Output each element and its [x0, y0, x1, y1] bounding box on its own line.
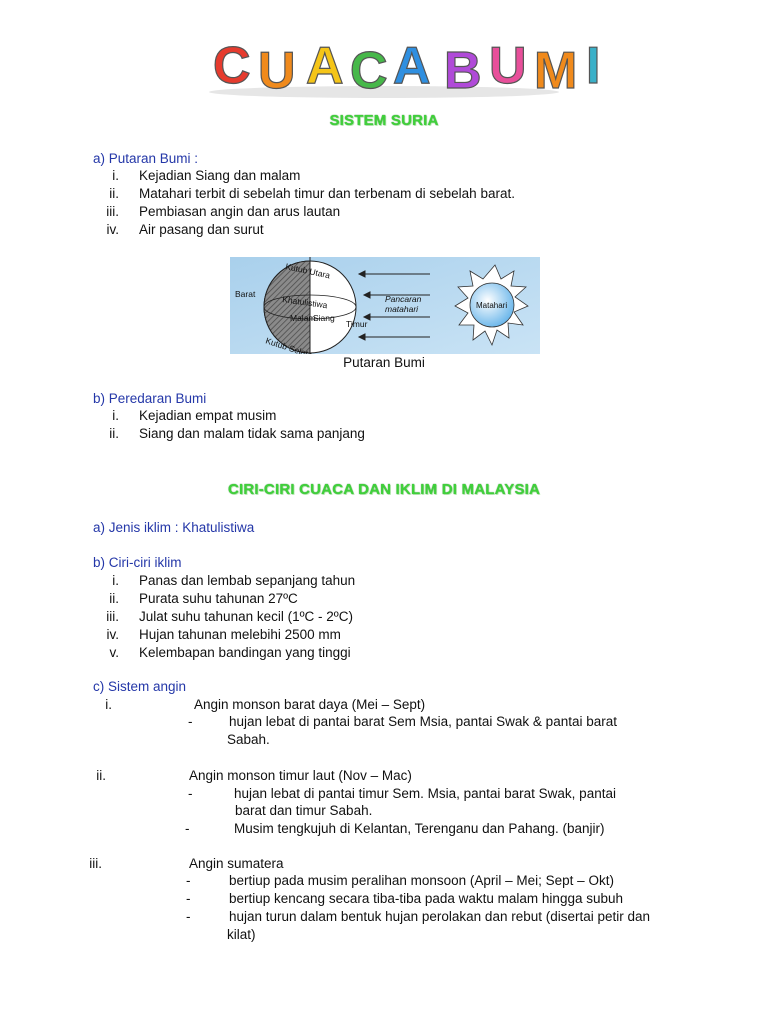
earth-rotation-diagram — [230, 257, 540, 354]
putaran-bumi-label: a) Putaran Bumi : — [93, 151, 199, 166]
label-timur: Timur — [346, 319, 368, 329]
section-heading-ciri-cuaca: CIRI-CIRI CUACA DAN IKLIM DI MALAYSIA — [227, 481, 541, 498]
label-pancaran: Pancaran — [385, 294, 422, 304]
title-letter: I — [586, 40, 601, 95]
title-letter: A — [306, 40, 344, 95]
list-item-number: v. — [109, 645, 119, 660]
list-item-text: Kejadian empat musim — [139, 408, 277, 423]
label-khatulistiwa: Khatulistiwa — [281, 294, 329, 311]
title-letter: U — [258, 42, 296, 100]
wind-point-text: bertiup pada musim peralihan monsoon (April – Mei; Sept – Okt) — [229, 873, 614, 888]
title-letter: C — [350, 42, 388, 100]
list-item-text: Siang dan malam tidak sama panjang — [139, 426, 365, 441]
title-letter: U — [489, 40, 527, 95]
list-item-text: Purata suhu tahunan 27ºC — [139, 591, 298, 606]
section-heading-sistem-suria: SISTEM SURIA — [329, 112, 439, 129]
list-item-number: i. — [112, 408, 119, 423]
title-letter: A — [393, 40, 431, 95]
wind-point-dash: - — [185, 821, 190, 836]
label-siang: Siang — [313, 313, 335, 323]
list-item-number: ii. — [109, 186, 119, 201]
list-item-text: Panas dan lembab sepanjang tahun — [139, 573, 356, 588]
wind-number: ii. — [96, 768, 106, 783]
label-pancaran-matahari: matahari — [385, 304, 419, 314]
label-matahari: Matahari — [476, 301, 508, 310]
list-item-number: iv. — [106, 627, 119, 642]
sistem-angin-label: c) Sistem angin — [93, 679, 187, 694]
label-barat: Barat — [235, 289, 256, 299]
wind-point-text: bertiup kencang secara tiba-tiba pada waktu malam hingga subuh — [229, 891, 623, 906]
putaran-bumi-figure — [230, 257, 540, 354]
list-item-text: Matahari terbit di sebelah timur dan terbenam di sebelah barat. — [139, 186, 515, 201]
peredaran-bumi-label: b) Peredaran Bumi — [93, 391, 207, 406]
wind-point-dash: - — [186, 891, 191, 906]
wind-point-text: hujan lebat di pantai barat Sem Msia, pantai Swak & pantai barat — [229, 714, 617, 729]
wind-point-dash: - — [186, 909, 191, 924]
label-kutub-utara: Kutub Utara — [284, 261, 332, 281]
list-item-text: Pembiasan angin dan arus lautan — [139, 204, 341, 219]
wind-number: iii. — [89, 856, 102, 871]
label-malam: Malam — [290, 313, 316, 323]
wind-point-text: barat dan timur Sabah. — [235, 803, 373, 818]
wind-point-text: hujan turun dalam bentuk hujan perolakan dan rebut (disertai petir dan — [229, 909, 651, 924]
list-item-number: i. — [112, 168, 119, 183]
list-item-text: Kejadian Siang dan malam — [139, 168, 301, 183]
list-item-text: Hujan tahunan melebihi 2500 mm — [139, 627, 341, 642]
wind-point-text: Musim tengkujuh di Kelantan, Terenganu dan Pahang. (banjir) — [234, 821, 605, 836]
label-kutub-selatan: Kutub Selatan — [264, 335, 319, 354]
list-item-number: ii. — [109, 426, 119, 441]
wind-point-text: Sabah. — [227, 732, 270, 747]
jenis-iklim-label: a) Jenis iklim : Khatulistiwa — [93, 520, 255, 535]
wind-point-dash: - — [188, 714, 193, 729]
wind-number: i. — [105, 697, 112, 712]
page-title — [0, 40, 768, 110]
list-item-text: Kelembapan bandingan yang tinggi — [139, 645, 351, 660]
list-item-text: Air pasang dan surut — [139, 222, 264, 237]
title-wordart — [0, 40, 768, 110]
wind-point-text: kilat) — [227, 927, 256, 942]
list-item-number: iii. — [106, 609, 119, 624]
title-letter: C — [213, 40, 251, 95]
title-letter: B — [444, 42, 482, 100]
title-letter: M — [534, 42, 578, 100]
wind-title: Angin sumatera — [189, 856, 284, 871]
wind-point-dash: - — [188, 786, 193, 801]
wind-title: Angin monson timur laut (Nov – Mac) — [189, 768, 412, 783]
wind-point-text: hujan lebat di pantai timur Sem. Msia, pantai barat Swak, pantai — [234, 786, 616, 801]
ciri-iklim-label: b) Ciri-ciri iklim — [93, 555, 182, 570]
list-item-number: iii. — [106, 204, 119, 219]
list-item-text: Julat suhu tahunan kecil (1ºC - 2ºC) — [139, 609, 353, 624]
wind-title: Angin monson barat daya (Mei – Sept) — [194, 697, 426, 712]
list-item-number: ii. — [109, 591, 119, 606]
list-item-number: iv. — [106, 222, 119, 237]
list-item-number: i. — [112, 573, 119, 588]
wind-point-dash: - — [186, 873, 191, 888]
figure-caption: Putaran Bumi — [343, 355, 425, 370]
